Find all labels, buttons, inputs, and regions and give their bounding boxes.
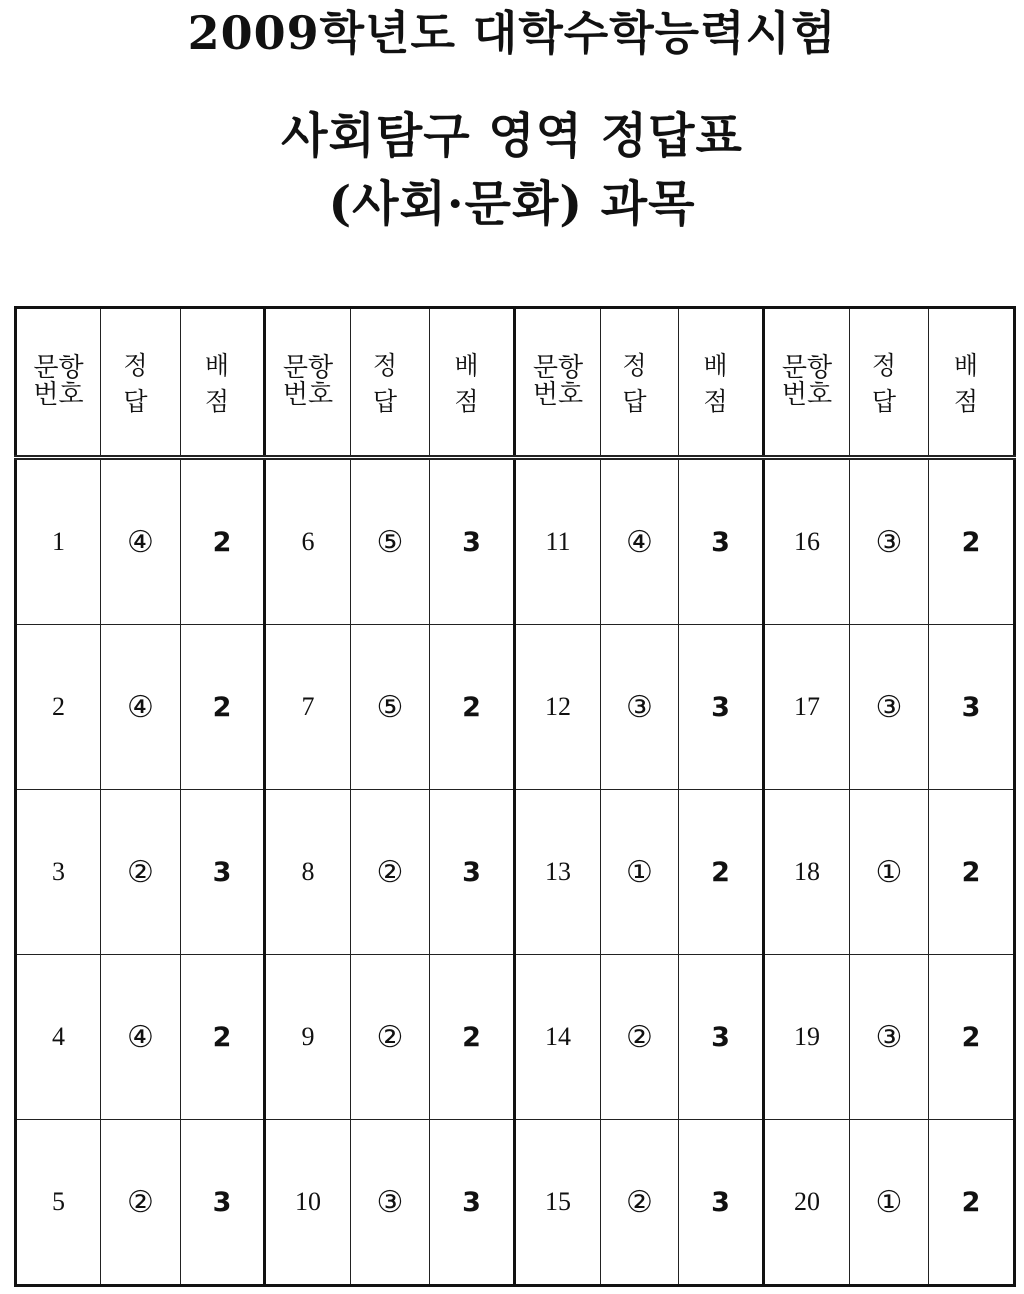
header-answer: 정 답 xyxy=(850,308,929,458)
header-points: 배 점 xyxy=(929,308,1015,458)
answer-cell: ② xyxy=(101,1120,181,1286)
header-answer: 정 답 xyxy=(351,308,430,458)
subject-title: (사회·문화) 과목 xyxy=(328,176,696,232)
points-cell: 3 xyxy=(181,790,265,955)
question-number-cell: 5 xyxy=(16,1120,101,1286)
header-points: 배 점 xyxy=(430,308,515,458)
answer-sheet-title: 사회탐구 영역 정답표 xyxy=(281,108,743,164)
question-number-cell: 14 xyxy=(515,955,601,1120)
answer-cell: ② xyxy=(101,790,181,955)
header-question-number: 문항 번호 xyxy=(764,308,850,458)
points-cell: 2 xyxy=(181,625,265,790)
question-number-cell: 9 xyxy=(265,955,351,1120)
answer-cell: ① xyxy=(850,1120,929,1286)
table-row xyxy=(16,790,1015,955)
points-cell: 3 xyxy=(929,625,1015,790)
question-number-cell: 15 xyxy=(515,1120,601,1286)
answer-table xyxy=(14,306,1016,1287)
points-cell: 2 xyxy=(929,1120,1015,1286)
question-number-cell: 7 xyxy=(265,625,351,790)
answer-cell: ③ xyxy=(850,625,929,790)
answer-cell: ② xyxy=(601,1120,679,1286)
question-number-cell: 4 xyxy=(16,955,101,1120)
points-cell: 2 xyxy=(430,955,515,1120)
table-row xyxy=(16,625,1015,790)
question-number-cell: 11 xyxy=(515,458,601,625)
answer-cell: ④ xyxy=(101,955,181,1120)
points-cell: 2 xyxy=(181,458,265,625)
answer-cell: ③ xyxy=(601,625,679,790)
answer-cell: ③ xyxy=(351,1120,430,1286)
points-cell: 3 xyxy=(430,790,515,955)
question-number-cell: 18 xyxy=(764,790,850,955)
answer-cell: ⑤ xyxy=(351,625,430,790)
table-row xyxy=(16,955,1015,1120)
points-cell: 2 xyxy=(430,625,515,790)
answer-cell: ④ xyxy=(601,458,679,625)
answer-cell: ② xyxy=(601,955,679,1120)
header-question-number: 문항 번호 xyxy=(16,308,101,458)
points-cell: 2 xyxy=(929,790,1015,955)
points-cell: 2 xyxy=(929,458,1015,625)
answer-cell: ② xyxy=(351,790,430,955)
table-row xyxy=(16,1120,1015,1286)
points-cell: 3 xyxy=(679,955,764,1120)
points-cell: 3 xyxy=(430,458,515,625)
points-cell: 3 xyxy=(679,458,764,625)
points-cell: 2 xyxy=(679,790,764,955)
question-number-cell: 12 xyxy=(515,625,601,790)
header-points: 배 점 xyxy=(181,308,265,458)
question-number-cell: 6 xyxy=(265,458,351,625)
answer-cell: ① xyxy=(601,790,679,955)
question-number-cell: 1 xyxy=(16,458,101,625)
question-number-cell: 20 xyxy=(764,1120,850,1286)
question-number-cell: 2 xyxy=(16,625,101,790)
header-answer: 정 답 xyxy=(101,308,181,458)
exam-title: 2009학년도 대학수학능력시험 xyxy=(187,6,837,60)
header-row xyxy=(16,308,1015,458)
points-cell: 2 xyxy=(929,955,1015,1120)
answer-cell: ② xyxy=(351,955,430,1120)
question-number-cell: 3 xyxy=(16,790,101,955)
points-cell: 3 xyxy=(181,1120,265,1286)
header-question-number: 문항 번호 xyxy=(515,308,601,458)
question-number-cell: 19 xyxy=(764,955,850,1120)
question-number-cell: 16 xyxy=(764,458,850,625)
header-question-number: 문항 번호 xyxy=(265,308,351,458)
points-cell: 3 xyxy=(430,1120,515,1286)
question-number-cell: 10 xyxy=(265,1120,351,1286)
answer-table-body xyxy=(16,458,1015,1286)
answer-cell: ⑤ xyxy=(351,458,430,625)
points-cell: 3 xyxy=(679,625,764,790)
header-points: 배 점 xyxy=(679,308,764,458)
question-number-cell: 17 xyxy=(764,625,850,790)
question-number-cell: 13 xyxy=(515,790,601,955)
answer-cell: ③ xyxy=(850,955,929,1120)
table-row xyxy=(16,458,1015,625)
answer-cell: ③ xyxy=(850,458,929,625)
question-number-cell: 8 xyxy=(265,790,351,955)
answer-cell: ① xyxy=(850,790,929,955)
points-cell: 2 xyxy=(181,955,265,1120)
header-answer: 정 답 xyxy=(601,308,679,458)
answer-cell: ④ xyxy=(101,625,181,790)
points-cell: 3 xyxy=(679,1120,764,1286)
answer-cell: ④ xyxy=(101,458,181,625)
